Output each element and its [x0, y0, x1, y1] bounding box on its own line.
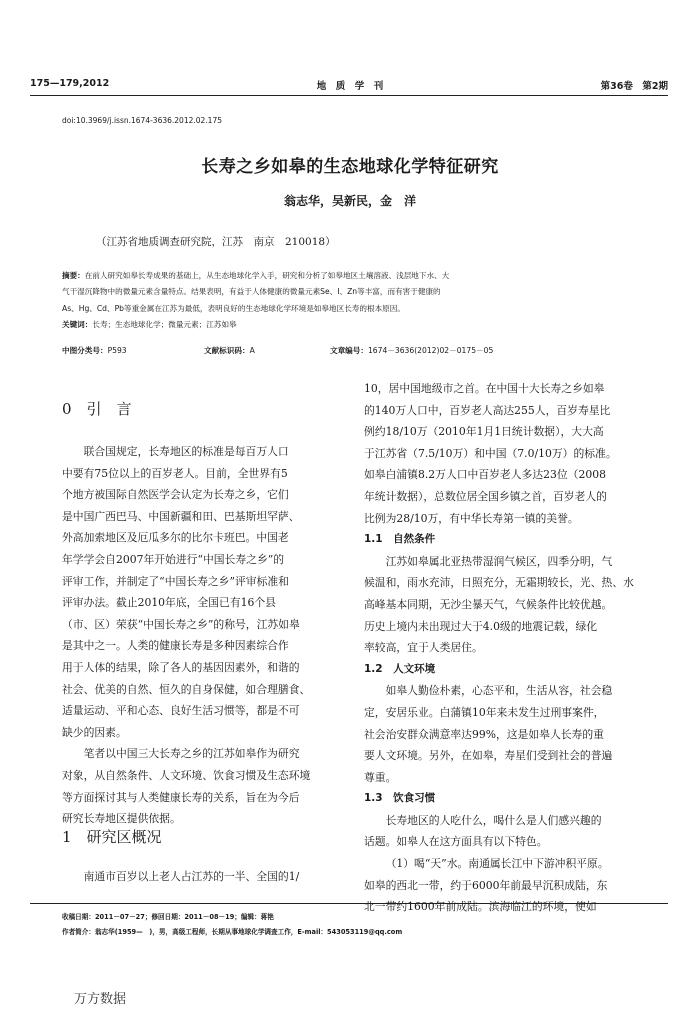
text-line: 历史上境内未出现过大于4.0级的地震记载，绿化: [364, 619, 598, 633]
text-line: 社会治安群众满意率达99%，这是如皋人长寿的重: [364, 727, 604, 741]
study-paragraph: [364, 378, 639, 918]
text-line: 对象，从自然条件、人文环境、饮食习惯及生态环境: [62, 768, 311, 782]
text-line: 10，居中国地级市之首。在中国十大长寿之乡如皋: [364, 382, 605, 395]
text-line: 尊重。: [364, 770, 397, 784]
text-line: 要人文环境。另外，在如皋，寿星们受到社会的普遍: [364, 749, 613, 763]
article-number: 文章编号：1674－3636(2012)02－0175－05: [330, 346, 494, 355]
text-line: 南通市百岁以上老人占江苏的一半、全国的1/: [83, 870, 300, 883]
text-line: 外高加索地区及厄瓜多尔的比尔卡班巴。中国老: [62, 531, 289, 545]
text-line: 年学学会自2007年开始进行“中国长寿之乡”的: [62, 552, 285, 566]
text-line: 的140万人口中，百岁老人高达255人，百岁寿星比: [364, 403, 611, 417]
header-page-range: 175—179,2012: [30, 78, 110, 89]
text-line: 候温和，雨水充沛，日照充分，无霜期较长，光、热、水: [364, 576, 634, 590]
header-journal: 地 质 学 刊: [316, 81, 384, 92]
text-line: 北一带约1600年前成陆。滨海临江的环境，使如: [364, 900, 597, 914]
abstract-line: 摘要：在前人研究如皋长寿成果的基础上，从生态地球化学入手，研究和分析了如皋地区土壤溶液、浅层地下水、大: [62, 271, 450, 280]
text-line: 江苏如皋属北亚热带湿润气候区，四季分明，气: [385, 554, 613, 568]
text-line: 例约18/10万（2010年1月1日统计数据），大大高: [364, 425, 604, 439]
text-line: 中要有75位以上的百岁老人。目前，全世界有5: [62, 466, 288, 480]
abstract-label: 摘要：: [62, 271, 85, 280]
text-line: 评审工作，并制定了“中国长寿之乡”评审标准和: [62, 574, 289, 588]
text-line: 定，安居乐业。白蒲镇10年来未发生过刑事案件，: [364, 705, 605, 719]
text-line: 适量运动、平和心态、良好生活习惯等，都是不可: [62, 704, 300, 718]
header-volume: 第36卷 第2期: [600, 81, 668, 92]
text-line: 是其中之一。人类的健康长寿是多种因素综合作: [62, 639, 289, 653]
text-line: （1）喝“天”水。南通属长江中下游冲积平原。: [385, 857, 609, 871]
abstract: [62, 268, 637, 334]
text-line: 个地方被国际自然医学会认定为长寿之乡，它们: [62, 488, 289, 502]
text-line: 年统计数据），总数位居全国乡镇之首，百岁老人的: [364, 489, 607, 503]
intro-paragraph-1: [62, 441, 340, 830]
text-line: 社会、优美的自然、恒久的自身保健，如合理膳食、: [62, 682, 311, 696]
authors: 翁志华，吴新民，金 洋: [283, 194, 416, 208]
abstract-line: As、Hg、Cd、Pb等重金属在江苏为最低，表明良好的生态地球化学环境是如皋地区长寿的根本原因。: [62, 303, 405, 313]
subsection-heading-humanities: 1.2 人文环境: [364, 662, 436, 675]
text-line: 话题。如皋人在这方面具有以下特色。: [364, 835, 548, 849]
footnote-author: 作者简介：翁志华(1959— )，男，高级工程师，长期从事地球化学调查工作，E-mail：543053119@qq.com: [62, 928, 403, 936]
text-line: 如皋白浦镇8.2万人口中百岁老人多达23位（2008: [364, 468, 606, 482]
text-line: 等方面探讨其与人类健康长寿的关系，旨在为今后: [62, 790, 300, 804]
text-line: 用于人体的结果，除了各人的基因因素外，和谐的: [62, 660, 300, 674]
doi: doi:10.3969/j.issn.1674-3636.2012.02.175: [62, 116, 222, 125]
abstract-line: 气干湿沉降物中的微量元素含量特点。结果表明，有益于人体健康的微量元素Se、I、Zn等丰富，而有害于健康的: [62, 287, 441, 297]
text-line: 笔者以中国三大长寿之乡的江苏如皋作为研究: [83, 747, 300, 761]
text-line: 是中国广西巴马、中国新疆和田、巴基斯坦罕萨、: [62, 509, 300, 523]
section-heading-study-area: 1 研究区概况: [62, 828, 162, 846]
section-heading-intro: 0 引 言: [62, 400, 132, 418]
text-line: 于江苏省（7.5/10万）和中国（7.0/10万）的标准。: [364, 446, 617, 460]
text-line: 缺少的因素。: [62, 725, 127, 739]
text-line: 长寿地区的人吃什么，喝什么是人们感兴趣的: [385, 813, 602, 827]
keywords: 关键词：长寿；生态地球化学；微量元素；江苏如皋: [62, 320, 237, 330]
text-line: 联合国规定，长寿地区的标准是每百万人口: [83, 445, 289, 458]
doc-code: 文献标识码：A: [204, 346, 255, 355]
text-line: 如皋人勤俭朴素，心态平和，生活从容，社会稳: [385, 684, 613, 698]
text-line: （市、区）荣获“中国长寿之乡”的称号，江苏如皋: [62, 617, 300, 631]
subsection-heading-natural: 1.1 自然条件: [364, 533, 436, 546]
header-rule: [30, 95, 668, 96]
watermark: 万方数据: [74, 992, 127, 1007]
text-line: 比例为28/10万，有中华长寿第一镇的美誉。: [364, 511, 579, 525]
text-line: 如皋的西北一带，约于6000年前最早沉积成陆，东: [364, 878, 608, 892]
subsection-heading-diet: 1.3 饮食习惯: [364, 792, 436, 805]
paper-title: 长寿之乡如皋的生态地球化学特征研究: [201, 157, 499, 177]
text-line: 评审办法。截止2010年底，全国已有16个县: [62, 596, 276, 610]
text-line: 率较高，宜于人类居住。: [364, 641, 483, 655]
keywords-label: 关键词：: [62, 320, 93, 330]
text-line: 研究长寿地区提供依据。: [62, 812, 181, 826]
footnote-rule: [30, 903, 668, 904]
clc-number: 中图分类号：P593: [62, 346, 127, 355]
footnote-dates: 收稿日期：2011－07－27；修回日期：2011－08－19；编辑：蒋艳: [62, 913, 274, 921]
affiliation: （江苏省地质调查研究院，江苏 南京 210018）: [96, 236, 336, 248]
text-line: 高峰基本同期，无沙尘暴天气，气候条件比较优越。: [364, 597, 613, 611]
